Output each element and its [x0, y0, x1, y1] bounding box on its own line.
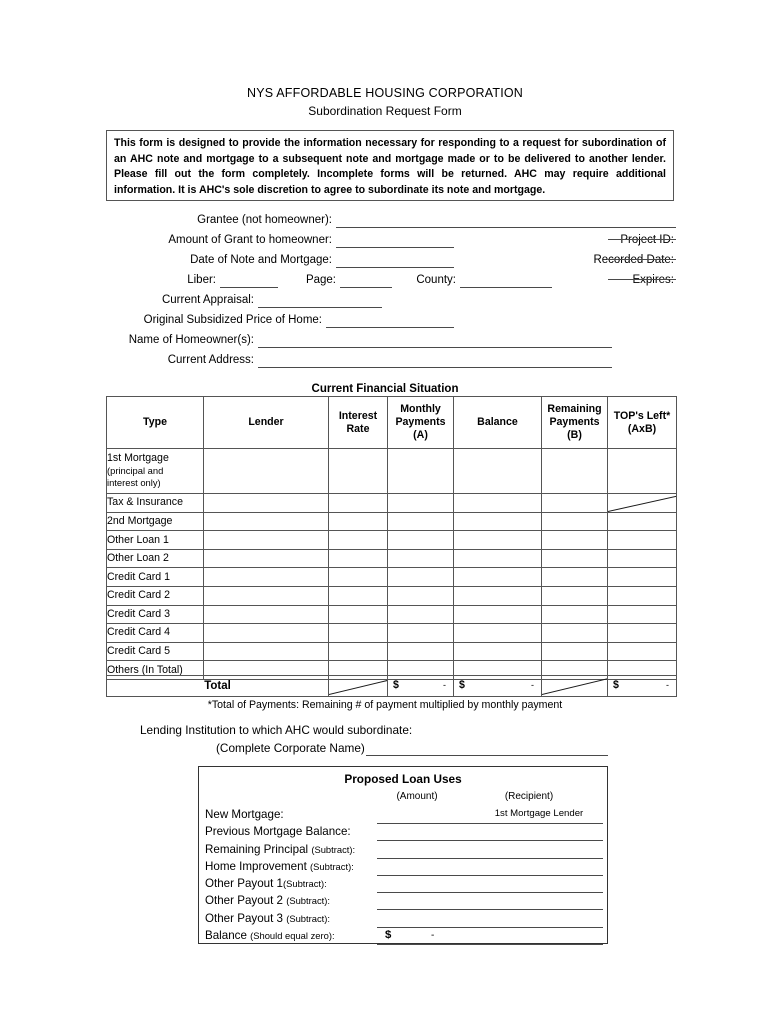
grantee-label: Grantee (not homeowner): [197, 214, 332, 226]
project-id-input[interactable] [608, 239, 676, 240]
col-header-monthly-payments-line2: Payments [395, 416, 446, 429]
cell-lender[interactable] [204, 531, 329, 550]
row-label-1st-mortgage-sub2: interest only) [107, 477, 161, 489]
cell-balance[interactable] [454, 449, 542, 494]
current-financial-situation-table [106, 396, 677, 680]
plu-label-other-payout-2 [205, 894, 330, 907]
row-label-1st-mortgage-sub1: (principal and [107, 464, 164, 476]
cell-lender[interactable] [204, 605, 329, 624]
document-title: NYS AFFORDABLE HOUSING CORPORATION [246, 86, 524, 100]
current-address-input[interactable] [258, 367, 612, 368]
plu-recipient-header: (Recipient) [504, 791, 554, 802]
expires-input[interactable] [608, 279, 676, 280]
cell-lender[interactable] [204, 642, 329, 661]
plu-row-other-payout-2 [199, 893, 607, 910]
cell-monthly-payments[interactable] [388, 494, 454, 513]
row-label-others-in-total: Others (In Total) [107, 661, 204, 680]
homeowner-names-label: Name of Homeowner(s): [128, 334, 254, 346]
plu-label-new-mortgage: New Mortgage: [205, 808, 284, 821]
col-header-monthly-payments-line1: Monthly [400, 403, 441, 416]
total-monthly-payments-value: - [443, 680, 446, 690]
cell-monthly-payments[interactable] [388, 605, 454, 624]
financial-section-title: Current Financial Situation [311, 383, 459, 395]
cell-remaining-payments[interactable] [542, 512, 608, 531]
cell-tops-left[interactable] [608, 549, 677, 568]
total-of-payments-footnote: *Total of Payments: Remaining # of payment multiplied by monthly payment [207, 699, 563, 711]
cell-balance[interactable] [454, 586, 542, 605]
amount-of-grant-label: Amount of Grant to homeowner: [168, 234, 332, 246]
total-tops-left-currency: $ [613, 679, 619, 691]
plu-label-remaining-principal-suffix: (Subtract): [311, 843, 356, 855]
financial-table-wrap [106, 396, 676, 680]
col-header-monthly-payments-line3: (A) [413, 428, 428, 441]
table-row [107, 512, 677, 531]
cell-interest-rate[interactable] [329, 605, 388, 624]
county-label: County: [416, 274, 456, 286]
row-label-other-loan-2: Other Loan 2 [107, 549, 204, 568]
cell-remaining-payments[interactable] [542, 449, 608, 494]
cell-monthly-payments[interactable] [388, 642, 454, 661]
plu-balance-value: - [431, 930, 435, 942]
col-header-tops-left-line1: TOP's Left* [613, 409, 671, 422]
table-row [107, 494, 677, 513]
table-row [107, 549, 677, 568]
cell-interest-rate[interactable] [329, 549, 388, 568]
total-tops-left [608, 676, 677, 697]
field-row-liber-page-county-expires [106, 272, 678, 292]
col-header-remaining-payments [542, 397, 608, 449]
amount-of-grant-input[interactable] [336, 247, 454, 248]
cell-balance[interactable] [454, 624, 542, 643]
cell-balance[interactable] [454, 494, 542, 513]
lending-corporate-name-label: (Complete Corporate Name) [216, 741, 365, 755]
cell-monthly-payments[interactable] [388, 568, 454, 587]
plu-row-previous-mortgage-balance [199, 824, 607, 841]
cell-interest-rate[interactable] [329, 642, 388, 661]
date-of-note-label: Date of Note and Mortgage: [190, 254, 332, 266]
plu-row-home-improvement [199, 859, 607, 876]
cell-tops-left[interactable] [608, 624, 677, 643]
row-label-credit-card-3: Credit Card 3 [107, 605, 204, 624]
cell-monthly-payments[interactable] [388, 512, 454, 531]
plu-rows [199, 807, 607, 945]
total-balance-currency: $ [459, 679, 465, 691]
plu-balance-currency: $ [385, 929, 392, 942]
plu-label-other-payout-2-suffix: (Subtract): [286, 895, 330, 907]
current-address-label: Current Address: [167, 354, 254, 366]
project-id-label: Project ID: [620, 234, 674, 246]
plu-label-home-improvement-main: Home Improvement [205, 859, 311, 873]
col-header-remaining-payments-line1: Remaining [547, 403, 602, 416]
table-header-row [107, 397, 677, 449]
table-row [107, 624, 677, 643]
cell-remaining-payments[interactable] [542, 605, 608, 624]
row-label-credit-card-5: Credit Card 5 [107, 642, 204, 661]
cell-balance[interactable] [454, 605, 542, 624]
cell-balance[interactable] [454, 568, 542, 587]
document-subtitle: Subordination Request Form [308, 104, 462, 118]
lending-institution-label: Lending Institution to which AHC would subordinate: [140, 723, 413, 737]
table-row [107, 605, 677, 624]
plu-label-other-payout-3 [205, 912, 330, 925]
cell-balance[interactable] [454, 642, 542, 661]
field-row-amount-of-grant [106, 232, 678, 252]
original-price-label: Original Subsidized Price of Home: [143, 314, 322, 326]
row-label-credit-card-2: Credit Card 2 [107, 586, 204, 605]
row-label-credit-card-4: Credit Card 4 [107, 624, 204, 643]
cell-lender[interactable] [204, 449, 329, 494]
row-label-1st-mortgage-main: 1st Mortgage [107, 451, 169, 464]
row-label-1st-mortgage [107, 449, 204, 494]
cell-balance[interactable] [454, 549, 542, 568]
total-row [107, 676, 677, 697]
row-label-credit-card-1: Credit Card 1 [107, 568, 204, 587]
col-header-type [107, 397, 204, 449]
plu-label-remaining-principal [205, 843, 355, 856]
plu-row-other-payout-1 [199, 876, 607, 893]
original-price-input[interactable] [326, 327, 454, 328]
plu-row-new-mortgage [199, 807, 607, 824]
col-header-tops-left-line2: (AxB) [627, 422, 657, 435]
total-tops-left-value: - [666, 680, 669, 690]
proposed-loan-uses-title: Proposed Loan Uses [344, 772, 462, 786]
total-balance [454, 676, 542, 697]
col-header-type-line1: Type [143, 416, 167, 429]
plu-label-other-payout-2-main: Other Payout 2 [205, 894, 287, 908]
cell-monthly-payments[interactable] [388, 624, 454, 643]
row-label-other-loan-1: Other Loan 1 [107, 531, 204, 550]
total-label: Total [107, 676, 329, 697]
plu-label-other-payout-1 [205, 877, 327, 890]
instructions-text: This form is designed to provide the information necessary for responding to a request for subordination of an AHC note and mortgage to a subsequent note and mortgage made or to be delivered to another lender. Please fill out the form completely. Incomplete forms will be returned. AHC may require additional information. It is AHC's sole discretion to agree to subordinate its note and mortgage. [114, 137, 666, 196]
col-header-tops-left [608, 397, 677, 449]
field-row-grantee [106, 212, 678, 232]
applicant-fields [106, 212, 678, 372]
table-row [107, 642, 677, 661]
total-row-wrap [106, 675, 676, 697]
table-row [107, 449, 677, 494]
cell-interest-rate[interactable] [329, 531, 388, 550]
plu-label-remaining-principal-main: Remaining Principal [205, 842, 312, 856]
col-header-lender-line1: Lender [248, 416, 284, 429]
cell-tops-left[interactable] [608, 512, 677, 531]
row-label-tax-insurance: Tax & Insurance [107, 494, 204, 513]
cell-lender[interactable] [204, 494, 329, 513]
col-header-remaining-payments-line3: (B) [567, 428, 582, 441]
county-input[interactable] [460, 287, 552, 288]
cell-tops-left[interactable] [608, 531, 677, 550]
table-row [107, 586, 677, 605]
instructions-box [106, 130, 674, 201]
col-header-balance [454, 397, 542, 449]
table-row [107, 531, 677, 550]
cell-lender[interactable] [204, 568, 329, 587]
grantee-input[interactable] [336, 227, 676, 228]
plu-label-home-improvement-suffix: (Subtract): [310, 860, 354, 872]
cell-interest-rate[interactable] [329, 494, 388, 513]
page-label: Page: [305, 274, 336, 286]
col-header-lender [204, 397, 329, 449]
recorded-date-input[interactable] [608, 259, 676, 260]
col-header-interest-rate-line2: Rate [346, 422, 370, 435]
cell-lender[interactable] [204, 512, 329, 531]
liber-label: Liber: [187, 274, 216, 286]
cell-interest-rate[interactable] [329, 624, 388, 643]
cell-interest-rate[interactable] [329, 449, 388, 494]
plu-label-previous-mortgage-balance: Previous Mortgage Balance: [205, 825, 351, 839]
page-input[interactable] [340, 287, 392, 288]
field-row-homeowner-names [106, 332, 678, 352]
cell-tops-left[interactable] [608, 449, 677, 494]
cell-remaining-payments[interactable] [542, 494, 608, 513]
cell-balance[interactable] [454, 531, 542, 550]
field-row-current-address [106, 352, 678, 372]
plu-label-balance-main: Balance [205, 929, 251, 943]
field-row-date-of-note [106, 252, 678, 272]
date-of-note-input[interactable] [336, 267, 454, 268]
plu-label-balance-suffix: (Should equal zero): [250, 930, 335, 942]
col-header-balance-line1: Balance [477, 416, 518, 429]
cell-monthly-payments[interactable] [388, 586, 454, 605]
cell-remaining-payments[interactable] [542, 586, 608, 605]
cell-remaining-payments[interactable] [542, 642, 608, 661]
plu-row-remaining-principal [199, 842, 607, 859]
cell-remaining-payments[interactable] [542, 624, 608, 643]
cell-tops-left[interactable] [608, 586, 677, 605]
field-row-original-price [106, 312, 678, 332]
total-monthly-payments [388, 676, 454, 697]
plu-label-other-payout-3-suffix: (Subtract): [286, 912, 330, 924]
plu-recipient-new-mortgage: 1st Mortgage Lender [494, 808, 584, 819]
plu-label-other-payout-3-main: Other Payout 3 [205, 911, 287, 925]
col-header-interest-rate [329, 397, 388, 449]
cell-tops-left[interactable] [608, 605, 677, 624]
cell-remaining-payments[interactable] [542, 568, 608, 587]
cell-monthly-payments[interactable] [388, 531, 454, 550]
cell-lender[interactable] [204, 624, 329, 643]
cell-tops-left[interactable] [608, 642, 677, 661]
expires-label: Expires: [632, 274, 674, 286]
homeowner-names-input[interactable] [258, 347, 612, 348]
cell-remaining-payments[interactable] [542, 549, 608, 568]
col-header-monthly-payments [388, 397, 454, 449]
current-appraisal-label: Current Appraisal: [161, 294, 254, 306]
total-monthly-payments-currency: $ [393, 679, 399, 691]
proposed-loan-uses-box [198, 766, 608, 944]
cell-monthly-payments[interactable] [388, 549, 454, 568]
cell-interest-rate[interactable] [329, 568, 388, 587]
plu-label-other-payout-1-main: Other Payout 1 [205, 877, 283, 891]
plu-row-other-payout-3 [199, 911, 607, 928]
table-row [107, 568, 677, 587]
col-header-remaining-payments-line2: Payments [549, 416, 600, 429]
cell-interest-rate[interactable] [329, 512, 388, 531]
plu-label-home-improvement [205, 860, 354, 873]
liber-input[interactable] [220, 287, 278, 288]
field-row-current-appraisal [106, 292, 678, 312]
plu-label-other-payout-1-suffix: (Subtract): [282, 878, 327, 890]
cell-interest-rate[interactable] [329, 586, 388, 605]
cell-monthly-payments[interactable] [388, 449, 454, 494]
row-label-2nd-mortgage: 2nd Mortgage [107, 512, 204, 531]
total-balance-value: - [531, 680, 534, 690]
total-remaining-payments-struck [542, 676, 608, 697]
cell-lender[interactable] [204, 586, 329, 605]
cell-balance[interactable] [454, 512, 542, 531]
total-row-table [106, 675, 677, 697]
total-interest-rate-struck [329, 676, 388, 697]
current-appraisal-input[interactable] [258, 307, 382, 308]
cell-remaining-payments[interactable] [542, 531, 608, 550]
plu-row-balance [199, 928, 607, 945]
lending-corporate-name-input[interactable] [366, 755, 608, 756]
plu-label-balance [205, 929, 335, 942]
cell-lender[interactable] [204, 549, 329, 568]
col-header-interest-rate-line1: Interest [338, 409, 378, 422]
recorded-date-label: Recorded Date: [593, 254, 674, 266]
cell-tops-left[interactable] [608, 568, 677, 587]
cell-tops-left-struck [608, 494, 677, 513]
plu-amount-header: (Amount) [396, 791, 438, 802]
plu-input-balance [377, 944, 603, 945]
